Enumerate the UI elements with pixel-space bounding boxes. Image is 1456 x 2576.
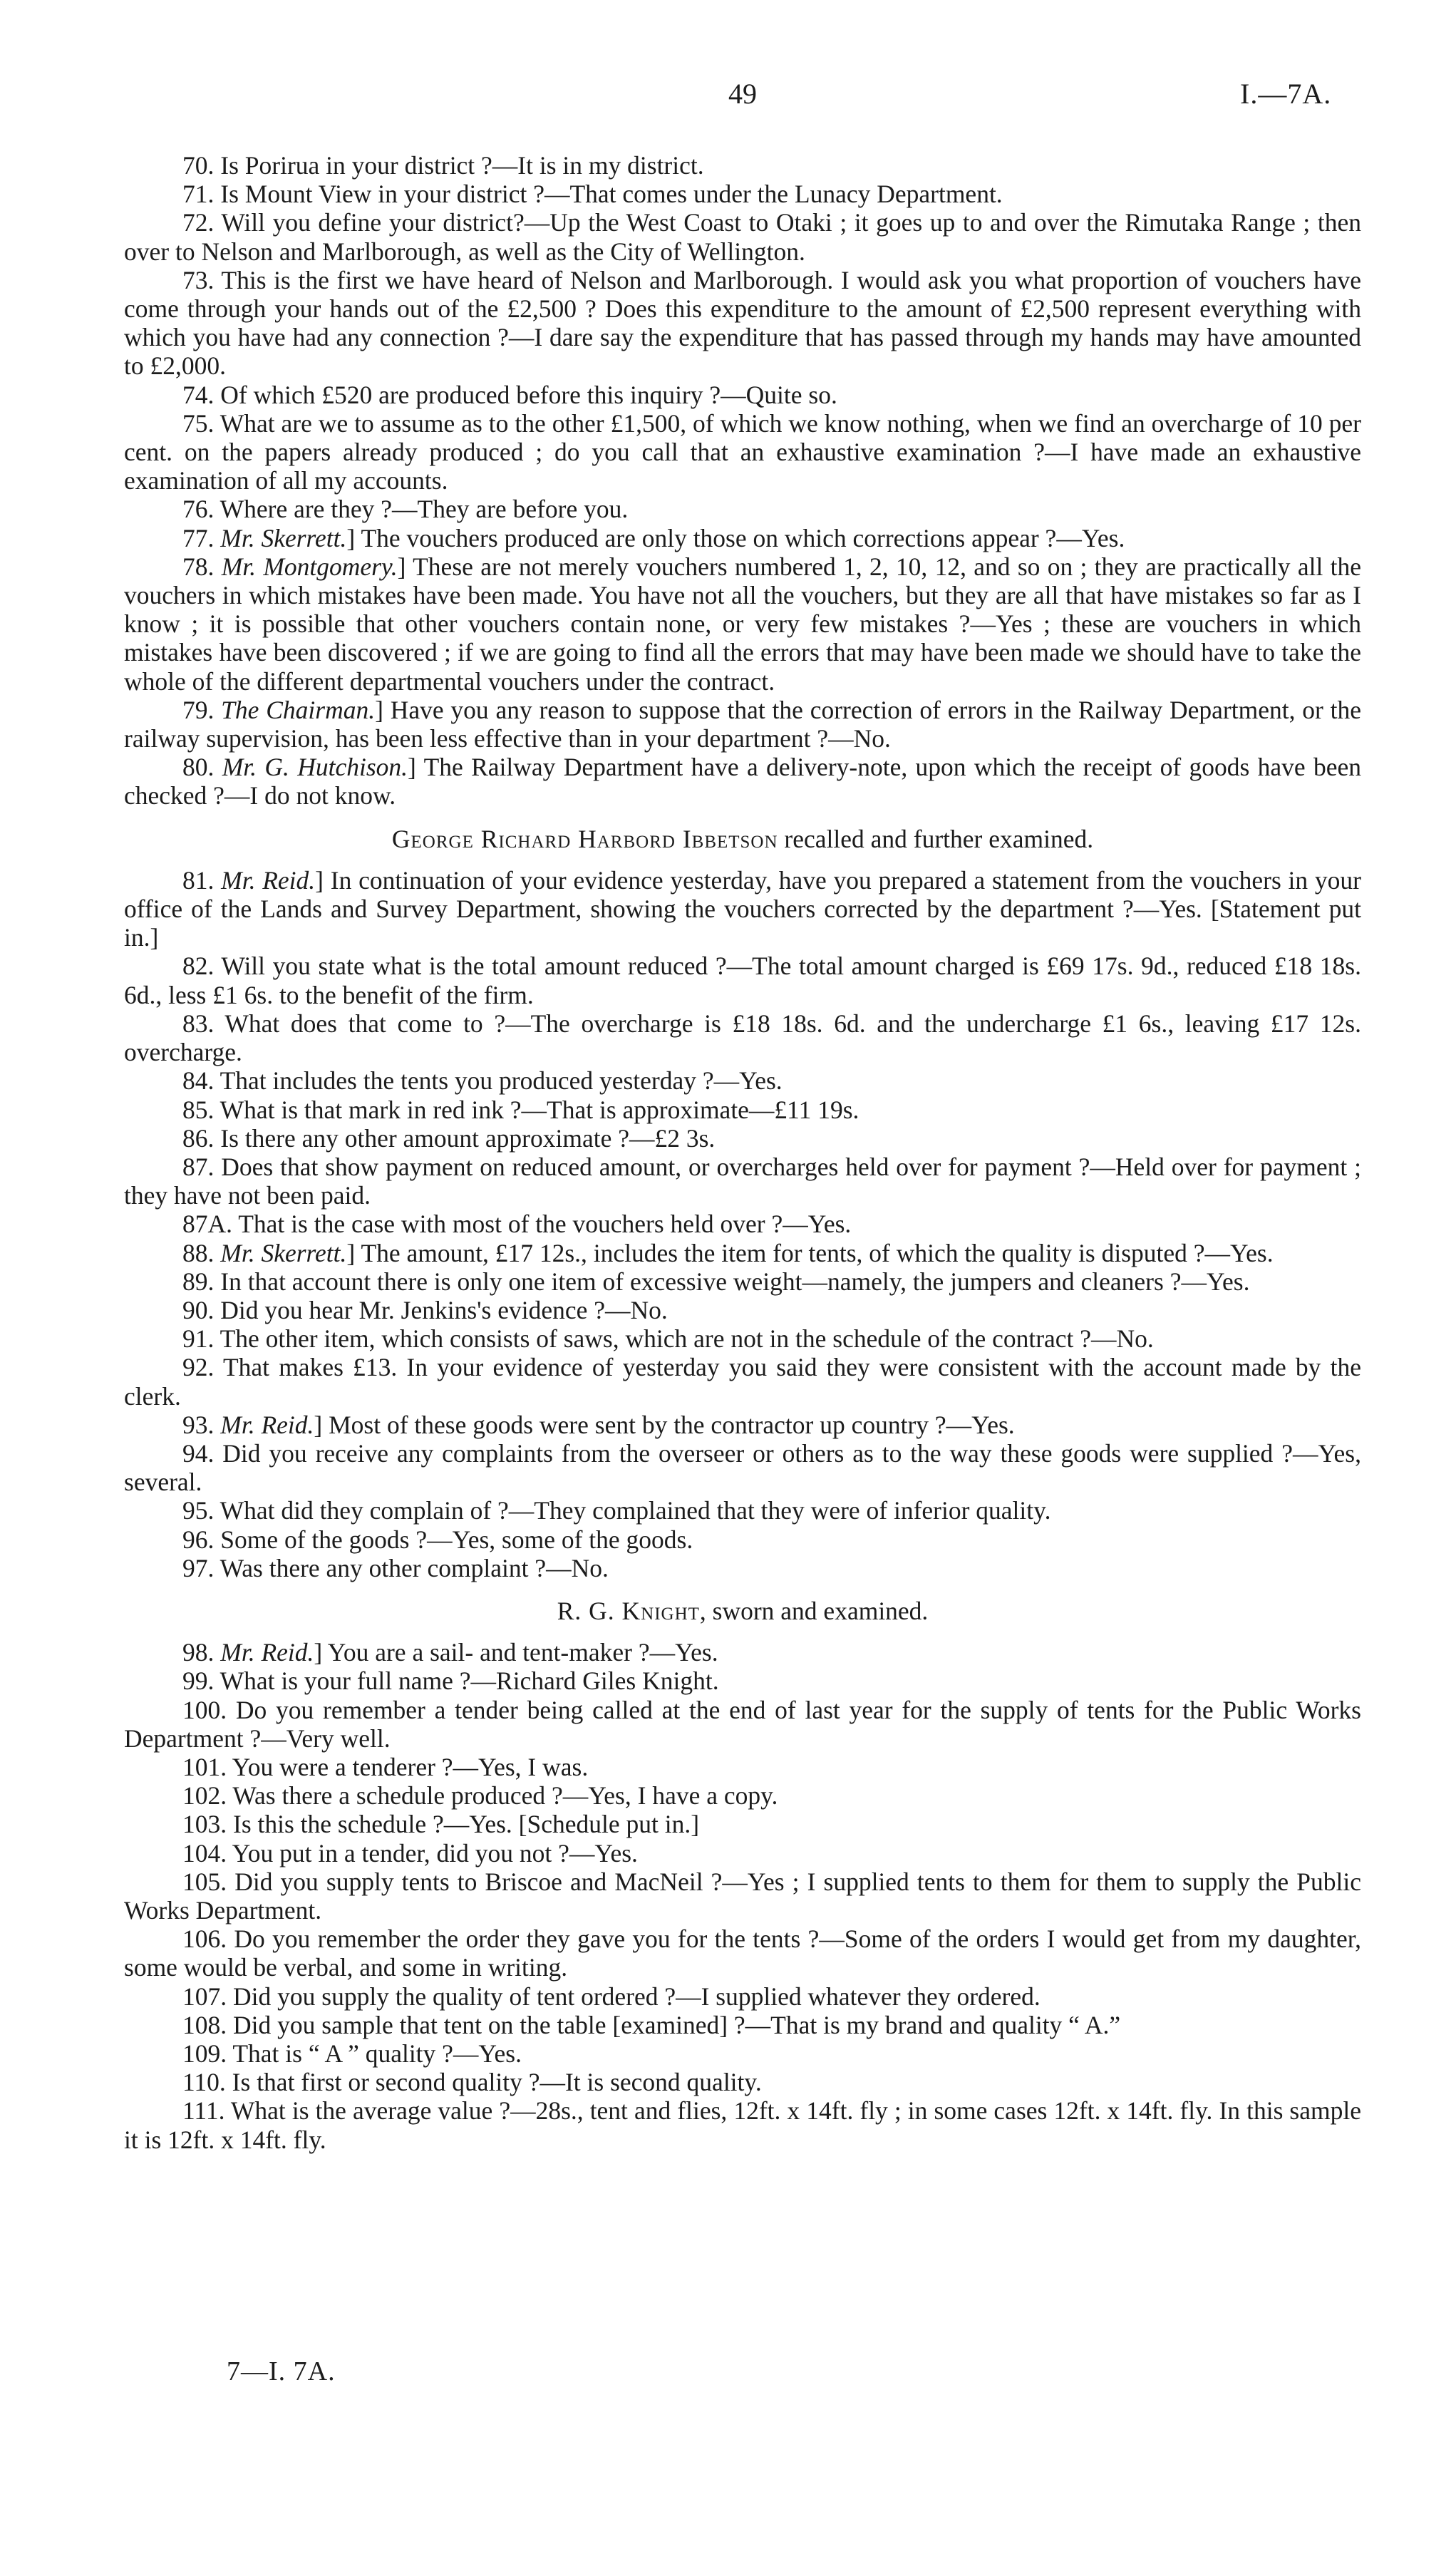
question-answer <box>124 524 1361 552</box>
question-answer <box>124 180 1361 208</box>
question-text: 80. <box>182 753 222 782</box>
question-text: 78. <box>182 552 222 581</box>
question-answer <box>124 1009 1361 1066</box>
question-text: 107. Did you supply the quality of tent ordered ?—I supplied whatever they ordered. <box>182 1982 1041 2011</box>
question-answer <box>124 1210 1361 1238</box>
question-text: 103. Is this the schedule ?—Yes. [Schedule put in.] <box>182 1810 700 1839</box>
speaker-name: Mr. Reid. <box>221 865 316 895</box>
question-answer <box>124 1554 1361 1582</box>
question-text: 97. Was there any other complaint ?—No. <box>182 1553 609 1582</box>
question-answer <box>124 1638 1361 1666</box>
witness-status: recalled and further examined. <box>778 824 1094 853</box>
question-answer <box>124 2068 1361 2096</box>
question-text: 96. Some of the goods ?—Yes, some of the goods. <box>182 1525 693 1554</box>
question-answer <box>124 952 1361 1009</box>
question-answer <box>124 753 1361 810</box>
question-text: 106. Do you remember the order they gave you for the tents ?—Some of the orders I would get from my daughter, some would be verbal, and some in writing. <box>124 1925 1361 1982</box>
witness-heading <box>124 825 1361 853</box>
question-text: 94. Did you receive any complaints from the overseer or others as to the way these goods were supplied ?—Yes, several. <box>124 1438 1361 1497</box>
question-answer <box>124 151 1361 180</box>
question-text: 92. That makes £13. In your evidence of yesterday you said they were consistent with the account made by the clerk. <box>124 1353 1361 1411</box>
question-text: 105. Did you supply tents to Briscoe and MacNeil ?—Yes ; I supplied tents to them for them to supply the Public Works Department. <box>124 1867 1361 1925</box>
speaker-name: Mr. Skerrett. <box>220 523 347 552</box>
question-continuation: ] Have you any reason to suppose that the correction of errors in the Railway Department, or the railway supervision, has been less effective than in your department ?—No. <box>124 695 1361 753</box>
question-continuation: ] These are not merely vouchers numbered 1, 2, 10, 12, and so on ; they are practically all the vouchers in which mistakes have been made. You have not all the vouchers, but they are all that have mistakes so far as I know ; it is possible that other vouchers contain none, or very few mistakes ?—Yes ; these are vouchers in which mistakes have been discovered ; if we are going to find all the errors that may have been made we should have to take the whole of the different departmental vouchers under the contract. <box>124 552 1362 696</box>
question-text: 86. Is there any other amount approximate ?—£2 3s. <box>182 1123 716 1153</box>
witness-name: R. G. Knight <box>557 1596 700 1625</box>
question-text: 100. Do you remember a tender being called at the end of last year for the supply of tents for the Public Works Department ?—Very well. <box>124 1695 1361 1753</box>
question-text: 81. <box>182 865 222 895</box>
question-text: 111. What is the average value ?—28s., tent and flies, 12ft. x 14ft. fly ; in some cases 12ft. x 14ft. fly. In this sample it is 12ft. x 14ft. fly. <box>124 2096 1361 2154</box>
question-text: 84. That includes the tents you produced yesterday ?—Yes. <box>182 1066 783 1096</box>
question-answer <box>124 2039 1361 2068</box>
question-text: 71. Is Mount View in your district ?—That comes under the Lunacy Department. <box>182 180 1003 209</box>
question-text: 82. Will you state what is the total amount reduced ?—The total amount charged is £69 17s. 9d., reduced £18 18s. 6d., less £1 6s. to the benefit of the firm. <box>124 952 1361 1009</box>
question-text: 87. Does that show payment on reduced amount, or overcharges held over for payment ?—Held over for payment ; they have not been paid. <box>124 1152 1361 1210</box>
question-text: 93. <box>182 1410 221 1439</box>
speaker-name: Mr. Montgomery. <box>221 552 398 581</box>
question-text: 101. You were a tenderer ?—Yes, I was. <box>182 1752 589 1781</box>
testimony-body <box>124 151 1361 2154</box>
question-answer <box>124 1753 1361 1781</box>
question-text: 85. What is that mark in red ink ?—That is approximate—£11 19s. <box>182 1095 859 1124</box>
question-answer <box>124 1781 1361 1810</box>
question-continuation: ] Most of these goods were sent by the contractor up country ?—Yes. <box>314 1410 1015 1439</box>
question-answer <box>124 1810 1361 1838</box>
question-continuation: ] The amount, £17 12s., includes the item for tents, of which the quality is disputed ?—Yes. <box>346 1238 1274 1267</box>
question-answer <box>124 1066 1361 1095</box>
question-text: 102. Was there a schedule produced ?—Yes, I have a copy. <box>182 1781 778 1810</box>
document-reference: I.—7A. <box>1240 78 1332 110</box>
speaker-name: Mr. Skerrett. <box>220 1238 347 1267</box>
question-answer <box>124 409 1361 495</box>
question-continuation: ] The Railway Department have a delivery-note, upon which the receipt of goods have been checked ?—I do not know. <box>124 753 1362 810</box>
question-text: 98. <box>182 1638 221 1667</box>
question-answer <box>124 1267 1361 1296</box>
question-answer <box>124 1982 1361 2011</box>
question-answer <box>124 266 1361 381</box>
question-answer <box>124 552 1361 696</box>
question-answer <box>124 1153 1361 1210</box>
question-answer <box>124 1124 1361 1153</box>
speaker-name: Mr. Reid. <box>220 1410 314 1439</box>
question-text: 72. Will you define your district?—Up the West Coast to Otaki ; it goes up to and over the Rimutaka Range ; then over to Nelson and Marlborough, as well as the City of Wellington. <box>124 208 1361 266</box>
question-answer <box>124 1925 1361 1982</box>
question-continuation: ] In continuation of your evidence yesterday, have you prepared a statement from the vouchers in your office of the Lands and Survey Department, showing the vouchers corrected by the department ?—Yes. [Statement put in.] <box>124 865 1362 952</box>
question-answer <box>124 1239 1361 1267</box>
question-text: 110. Is that first or second quality ?—It is second quality. <box>182 2068 762 2097</box>
question-answer <box>124 1867 1361 1925</box>
question-text: 79. <box>182 695 222 724</box>
question-text: 73. This is the first we have heard of Nelson and Marlborough. I would ask you what proportion of vouchers have come through your hands out of the £2,500 ? Does this expenditure to the amount of £2,500 represent everything with which you have had any connection ?—I dare say the expenditure that has passed through my hands may have amounted to £2,000. <box>124 265 1361 381</box>
question-answer <box>124 381 1361 409</box>
page-number: 49 <box>728 78 757 110</box>
question-continuation: ] The vouchers produced are only those on which corrections appear ?—Yes. <box>346 523 1125 552</box>
question-text: 108. Did you sample that tent on the table [examined] ?—That is my brand and quality “ A.” <box>182 2010 1121 2039</box>
question-answer <box>124 1496 1361 1525</box>
question-continuation: ] You are a sail- and tent-maker ?—Yes. <box>314 1638 718 1667</box>
question-answer <box>124 1411 1361 1439</box>
witness-status: , sworn and examined. <box>699 1596 929 1625</box>
question-text: 109. That is “ A ” quality ?—Yes. <box>182 2039 522 2068</box>
question-answer <box>124 1439 1361 1496</box>
question-text: 83. What does that come to ?—The overcharge is £18 18s. 6d. and the undercharge £1 6s., leaving £17 12s. overcharge. <box>124 1009 1361 1067</box>
question-answer <box>124 1096 1361 1124</box>
question-answer <box>124 1353 1361 1410</box>
question-answer <box>124 495 1361 523</box>
question-text: 88. <box>182 1238 221 1267</box>
printer-signature: 7—I. 7A. <box>227 2356 336 2386</box>
witness-name: George Richard Harbord Ibbetson <box>391 824 778 853</box>
question-text: 99. What is your full name ?—Richard Giles Knight. <box>182 1666 719 1696</box>
question-text: 91. The other item, which consists of saws, which are not in the schedule of the contract ?—No. <box>182 1324 1154 1354</box>
question-text: 90. Did you hear Mr. Jenkins's evidence ?—No. <box>182 1295 668 1324</box>
question-answer <box>124 1839 1361 1867</box>
speaker-name: Mr. G. Hutchison. <box>222 753 408 782</box>
question-answer <box>124 2096 1361 2153</box>
question-text: 76. Where are they ?—They are before you. <box>182 495 629 524</box>
question-answer <box>124 208 1361 265</box>
question-text: 77. <box>182 523 221 552</box>
question-answer <box>124 1696 1361 1753</box>
question-text: 89. In that account there is only one item of excessive weight—namely, the jumpers and cleaners ?—Yes. <box>182 1267 1250 1296</box>
speaker-name: The Chairman. <box>221 695 376 724</box>
question-answer <box>124 2011 1361 2039</box>
question-answer <box>124 1525 1361 1554</box>
question-answer <box>124 696 1361 753</box>
witness-heading <box>124 1597 1361 1625</box>
question-answer <box>124 1296 1361 1324</box>
question-answer <box>124 1666 1361 1695</box>
question-text: 104. You put in a tender, did you not ?—Yes. <box>182 1838 638 1867</box>
question-answer <box>124 1324 1361 1353</box>
question-text: 75. What are we to assume as to the other £1,500, of which we know nothing, when we find an overcharge of 10 per cent. on the papers already produced ; do you call that an exhaustive examination ?—I have made an exhaustive examination of all my accounts. <box>124 408 1361 495</box>
question-text: 70. Is Porirua in your district ?—It is in my district. <box>182 151 704 180</box>
speaker-name: Mr. Reid. <box>220 1638 314 1667</box>
question-text: 95. What did they complain of ?—They complained that they were of inferior quality. <box>182 1496 1051 1525</box>
question-answer <box>124 866 1361 952</box>
question-text: 74. Of which £520 are produced before this inquiry ?—Quite so. <box>182 380 837 409</box>
question-text: 87A. That is the case with most of the vouchers held over ?—Yes. <box>182 1210 852 1239</box>
